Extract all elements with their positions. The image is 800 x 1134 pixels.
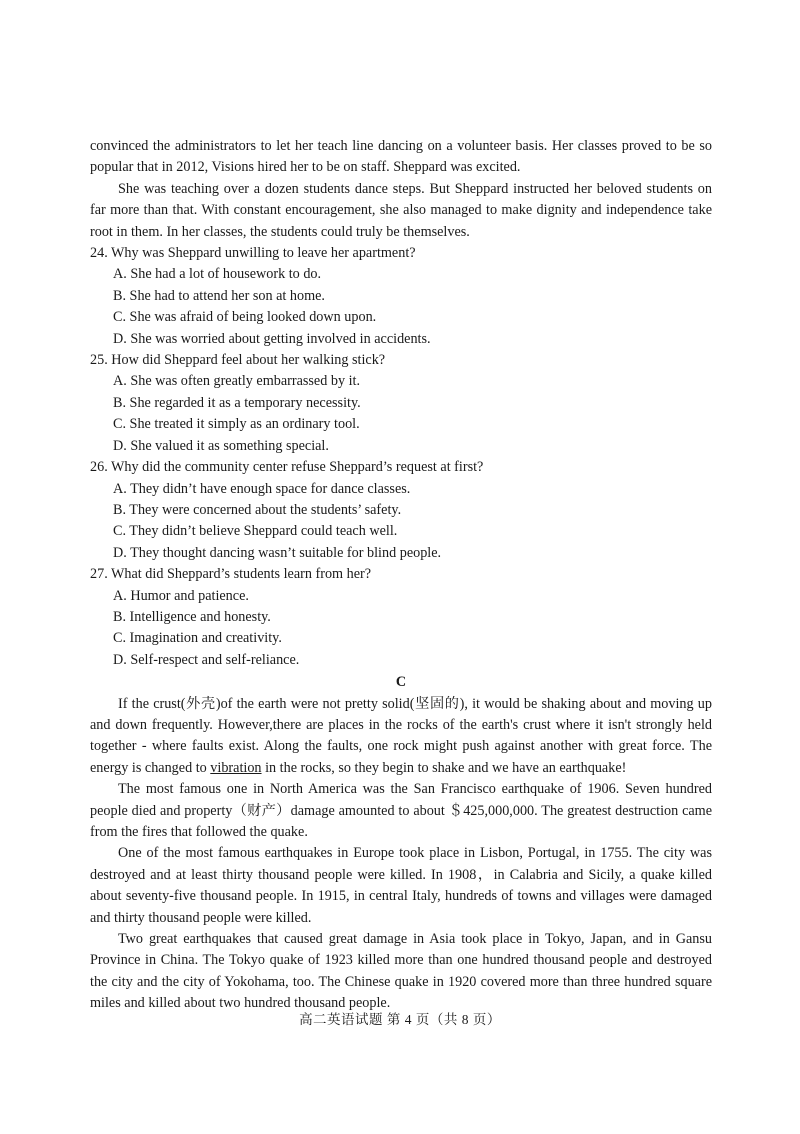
answer-option: A. Humor and patience.: [113, 587, 249, 604]
question-stem: 25. How did Sheppard feel about her walking stick?: [90, 352, 386, 369]
question-stem: 24. Why was Sheppard unwilling to leave her apartment?: [90, 245, 416, 262]
passage-b-paragraph: She was teaching over a dozen students dance steps. But Sheppard instructed her beloved students on far more than that. With constant encouragement, she also managed to make dignity and independence take root in them. In her classes, the students could truly be themselves.: [90, 180, 712, 240]
answer-option: D. She was worried about getting involved in accidents.: [113, 330, 431, 347]
answer-option: B. She had to attend her son at home.: [113, 287, 325, 304]
passage-c-paragraph: One of the most famous earthquakes in Europe took place in Lisbon, Portugal, in 1755. The city was destroyed and at least thirty thousand people were killed. In 1908，in Calabria and Sicily, a quake killed about seventy-five thousand people. In 1915, in central Italy, hundreds of towns and villages were damaged and thirty thousand people were killed.: [90, 845, 712, 926]
answer-option: D. Self-respect and self-reliance.: [113, 651, 300, 668]
answer-option: C. She was afraid of being looked down upon.: [113, 309, 377, 326]
answer-option: D. She valued it as something special.: [113, 437, 329, 454]
question-stem: 27. What did Sheppard’s students learn from her?: [90, 566, 372, 583]
answer-option: C. They didn’t believe Sheppard could teach well.: [113, 523, 398, 540]
passage-c-paragraph: [90, 694, 712, 780]
paragraph-text: in the rocks, so they begin to shake and we have an earthquake!: [261, 759, 627, 776]
page-footer: 高二英语试题 第 4 页（共 8 页）: [299, 1012, 501, 1027]
underlined-word: vibration: [210, 759, 262, 776]
question-26: [90, 457, 712, 564]
passage-b-paragraph: convinced the administrators to let her teach line dancing on a volunteer basis. Her classes proved to be so popular that in 2012, Visions hired her to be on staff. Sheppard was excited.: [90, 138, 712, 176]
answer-option: C. She treated it simply as an ordinary tool.: [113, 416, 360, 433]
answer-option: A. She had a lot of housework to do.: [113, 266, 322, 283]
answer-option: B. She regarded it as a temporary necessity.: [113, 394, 361, 411]
passage-c-paragraph: Two great earthquakes that caused great damage in Asia took place in Tokyo, Japan, and in Gansu Province in China. The Tokyo quake of 1923 killed more than one hundred thousand people and destroyed the city and the city of Yokohama, too. The Chinese quake in 1920 covered more than three hundred square miles and killed about two hundred thousand people.: [90, 931, 712, 1012]
paragraph-text: If the crust(外壳)of the earth were not pretty solid(坚固的), it would be shaking about and moving up and down frequently. However,there are places in the rocks of the earth's crust where it isn't strongly held together - where faults exist. Along the faults, one rock might push against another with great force. The energy is changed to: [90, 695, 712, 776]
question-25: [90, 350, 712, 457]
section-heading: C: [395, 674, 407, 691]
answer-option: A. She was often greatly embarrassed by it.: [113, 373, 361, 390]
question-27: [90, 564, 712, 671]
answer-option: A. They didn’t have enough space for dance classes.: [113, 480, 411, 497]
answer-option: C. Imagination and creativity.: [113, 630, 282, 647]
passage-c-paragraph: The most famous one in North America was the San Francisco earthquake of 1906. Seven hundred people died and property（财产）damage amounted to about ＄425,000,000. The greatest destruction came from the fires that followed the quake.: [90, 781, 712, 840]
answer-option: B. Intelligence and honesty.: [113, 608, 271, 625]
question-stem: 26. Why did the community center refuse Sheppard’s request at first?: [90, 459, 484, 476]
answer-option: B. They were concerned about the students’ safety.: [113, 501, 402, 518]
question-24: [90, 243, 712, 350]
page-content: [90, 136, 712, 1015]
answer-option: D. They thought dancing wasn’t suitable for blind people.: [113, 544, 442, 561]
